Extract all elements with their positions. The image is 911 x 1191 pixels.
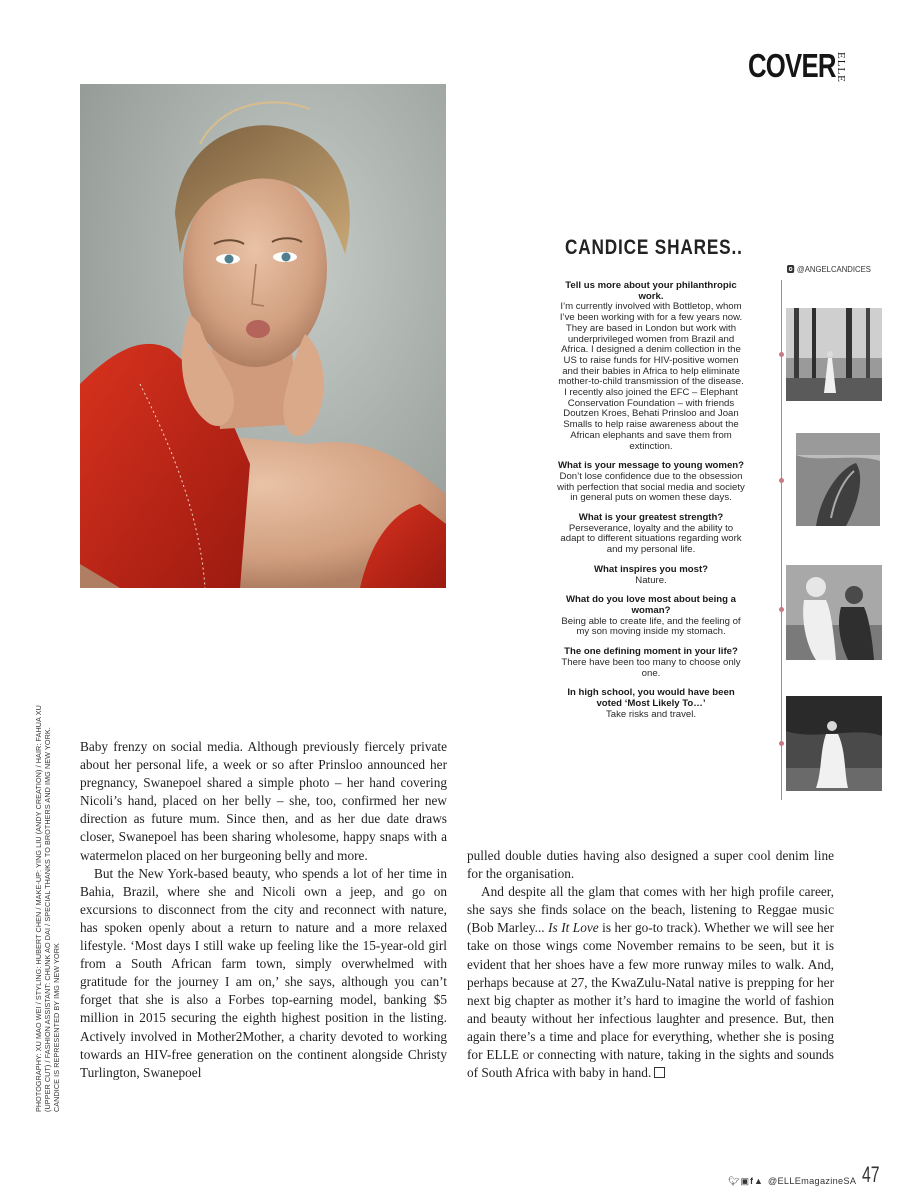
facebook-icon[interactable]: f [749,1176,754,1186]
qa-item [556,688,746,720]
qa-item [556,647,746,679]
end-mark-icon [654,1067,665,1078]
qa-item [556,513,746,556]
cover-portrait-photo [80,84,446,588]
timeline-dot [779,478,784,483]
instagram-icon [787,265,794,273]
paragraph-text: And despite all the glam that comes with her high profile career, she says she finds solace on the beach, listening to Reggae music (Bob Marley... [467,884,834,936]
section-title: COVER [748,47,836,84]
page-number: 47 [862,1162,880,1187]
snapchat-icon[interactable]: ▲ [753,1176,764,1186]
brand-logo: ELLE [835,52,847,83]
qa-answer: Take risks and travel. [605,708,697,720]
timeline-dot [779,741,784,746]
article-column-left [80,738,447,1082]
instagram-photo-pregnant [786,696,882,791]
qa-question: The one defining moment in your life? [564,646,738,658]
page-footer [728,1163,887,1187]
article-paragraph: pulled double duties having also designed a super cool denim line for the organisation. [467,848,834,882]
qa-list [556,281,746,729]
instagram-photo-forest [786,308,882,401]
paragraph-text: is her go-to track). Whether we will see her take on those wings come November remains to be seen, but it is evident that her shoes have a few more runway miles to walk. And, perhaps because at 27, the KwaZulu-Natal native is prepping for her next big chapter as mother it’s hard to imagine the world of fashion and beauty without her infectious laughter and presence. But, then again there’s a time and place for everything, whether she is posing for ELLE or connecting with nature, taking in the sights and sounds of South Africa with baby in hand. [467,920,834,1081]
instagram-handle-text: @ANGELCANDICES [796,264,871,274]
twitter-icon[interactable]: 🐦︎ [728,1176,741,1186]
footer-handle: @ELLEmagazineSA [767,1176,857,1186]
qa-answer: I’m currently involved with Bottletop, whom I’ve been working with for a few years now. They are based in London but work with underprivileged women from Brazil and Africa. I designed a denim collection in the US to raise funds for HIV-positive women and their babies in Africa to help eliminate mother-to-child transmission of the disease. I recently also joined the EFC – Elephant Conservation Foundation – with friends Doutzen Kroes, Behati Prinsloo and Joan Smalls to help raise awareness about the African elephants and save them from extinction. [558,301,744,452]
qa-answer: There have been too many to choose only one. [561,656,741,679]
qa-answer: Perseverance, loyalty and the ability to adapt to different situations regarding work and my personal life. [560,522,742,556]
qa-answer: Don’t lose confidence due to the obsession with perfection that social media and society in general puts on women these days. [557,470,745,504]
instagram-photo-boat [796,433,880,526]
article-paragraph: But the New York-based beauty, who spends a lot of her time in Bahia, Brazil, where she and Nicoli own a jeep, and go on excursions to disconnect from the city and reconnect with nature, has spoken openly about a return to nature and a more relaxed lifestyle. ‘Most days I still wake up feeling like the 15-year-old girl from a South African farm town, simply overwhelmed with gratitude for the journey I am on,’ she says, although you can’t forget that she is also a Forbes top-earning model, banking $5 million in 2015 securing the eighth highest position in the listing. Actively involved in Mother2Mother, a charity devoted to working towards an HIV-free generation on the continent alongside Christy Turlington, Swanepoel [80,865,447,1080]
sidebar-title: CANDICE SHARES.. [565,236,743,259]
qa-question: Tell us more about your philanthropic work. [565,280,737,302]
qa-question: In high school, you would have been voted ‘Most Likely To…’ [567,687,735,709]
song-title: Is It Love [548,920,599,936]
qa-question: What is your message to young women? [557,460,745,472]
qa-answer: Being able to create life, and the feeling of my son moving inside my stomach. [561,615,741,638]
timeline-dot [779,352,784,357]
instagram-handle [787,264,871,274]
qa-item [556,461,746,504]
qa-item [556,595,746,638]
qa-item [556,565,746,586]
qa-question: What inspires you most? [593,563,709,575]
timeline-line [781,280,782,800]
article-paragraph [467,883,834,1082]
article-paragraph: Baby frenzy on social media. Although previously fiercely private about her personal life, a week or so after Prinsloo announced her pregnancy, Swanepoel shared a simple photo – her hand covering Nicoli’s hand, placed on her belly – she, too, confirmed her new direction as future mum. Since then, and as her due date draws closer, Swanepoel has been sharing wholesome, happy snaps with a watermelon placed on her burgeoning belly and more. [80,739,447,863]
qa-answer: Nature. [635,574,667,586]
qa-question: What is your greatest strength? [578,512,724,524]
instagram-icon[interactable]: ▣ [740,1176,750,1186]
photo-credits: PHOTOGRAPHY: XU MAO WEI / STYLING: HUBERT CHEN / MAKE-UP: YING LIU (ANDY CREATION) / HAIR: FAHUA XU (UPPER CUT) / FASHION ASSISTANT: CHUNK AO DAI / SPECIAL THANKS TO BROTHERS AND IMG NEW YORK. CANDICE IS REPRESENTED BY IMG NEW YORK [34,705,61,1112]
qa-question: What do you love most about being a woman? [565,594,737,616]
timeline-dot [779,607,784,612]
article-column-right [467,847,834,1082]
qa-item [556,281,746,452]
section-header [748,46,856,86]
social-icons [728,1175,764,1187]
instagram-photo-couple [786,565,882,660]
